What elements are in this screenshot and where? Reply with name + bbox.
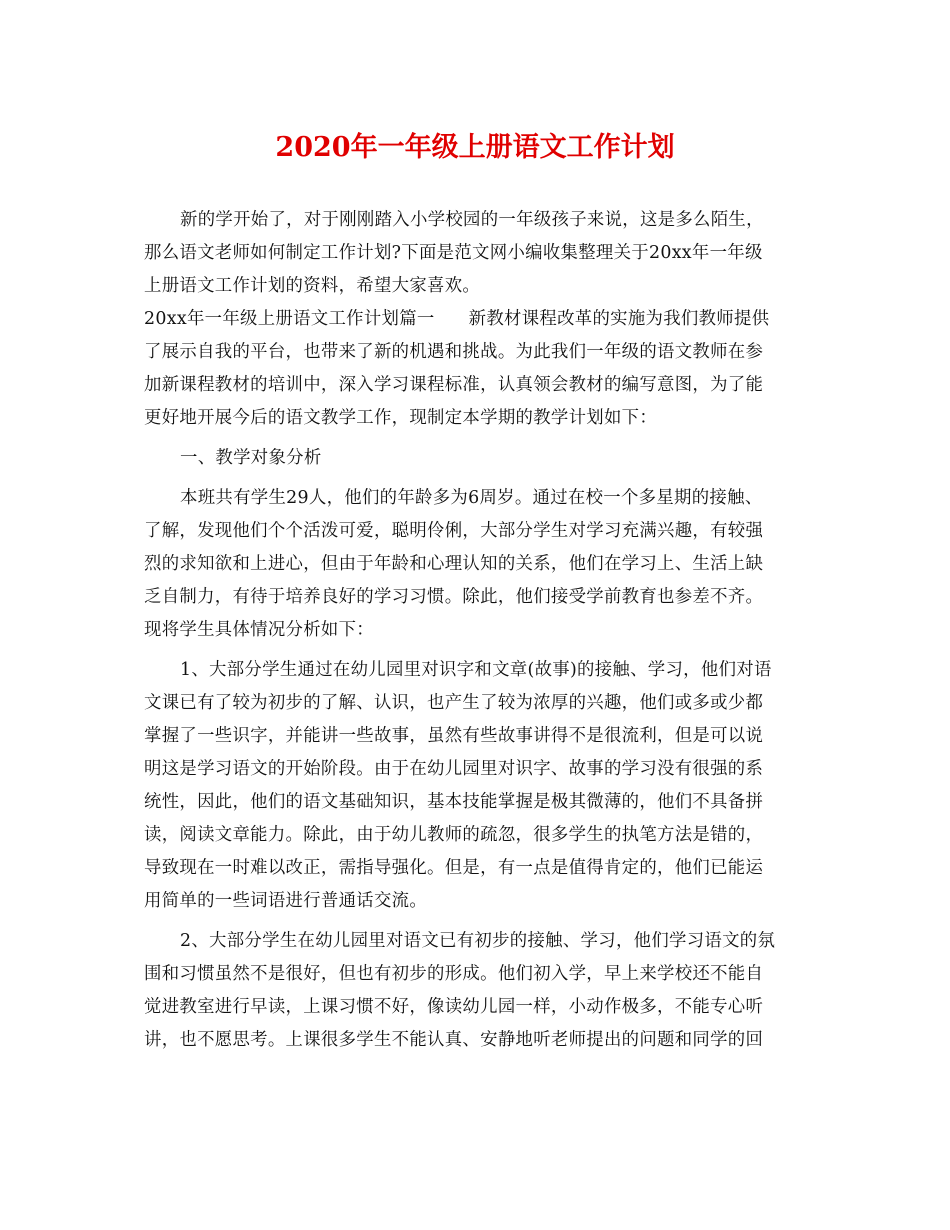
- text-line: [144, 303, 814, 336]
- text-line: 本班共有学生29人，他们的年龄多为6周岁。通过在校一个多星期的接触、: [180, 488, 763, 508]
- text-segment: 新教材课程改革的实施为我们教师提供: [468, 309, 770, 329]
- text-line: 上册语文工作计划的资料，希望大家喜欢。: [144, 276, 481, 296]
- text-line: 导致现在一时难以改正，需指导强化。但是，有一点是值得肯定的，他们已能运: [144, 858, 764, 878]
- text-line: 用简单的一些词语进行普通话交流。: [144, 891, 428, 911]
- text-line: 加新课程教材的培训中，深入学习课程标准，认真领会教材的编写意图，为了能: [144, 375, 764, 395]
- subheading: 一、教学对象分析: [180, 448, 322, 468]
- text-line: 更好地开展今后的语文教学工作，现制定本学期的教学计划如下：: [144, 408, 658, 428]
- text-line: 掌握了一些识字，并能讲一些故事，虽然有些故事讲得不是很流利，但是可以说: [144, 726, 764, 746]
- text-line: 明这是学习语文的开始阶段。由于在幼儿园里对识字、故事的学习没有很强的系: [144, 759, 764, 779]
- text-line: 读，阅读文章能力。除此，由于幼儿教师的疏忽，很多学生的执笔方法是错的，: [144, 825, 764, 845]
- section-heading: 20xx年一年级上册语文工作计划篇一: [144, 309, 435, 329]
- text-line: 1、大部分学生通过在幼儿园里对识字和文章(故事)的接触、学习，他们对语: [180, 660, 772, 680]
- text-line: 了展示自我的平台，也带来了新的机遇和挑战。为此我们一年级的语文教师在参: [144, 342, 764, 362]
- text-line: 讲，也不愿思考。上课很多学生不能认真、安静地听老师提出的问题和同学的回: [144, 1030, 764, 1050]
- text-line: 文课已有了较为初步的了解、认识，也产生了较为浓厚的兴趣，他们或多或少都: [144, 693, 764, 713]
- text-line: 乏自制力，有待于培养良好的学习习惯。除此，他们接受学前教育也参差不齐。: [144, 587, 764, 607]
- text-line: 2、大部分学生在幼儿园里对语文已有初步的接触、学习，他们学习语文的氛: [180, 931, 776, 951]
- text-line: 烈的求知欲和上进心，但由于年龄和心理认知的关系，他们在学习上、生活上缺: [144, 554, 764, 574]
- text-line: 了解，发现他们个个活泼可爱，聪明伶俐，大部分学生对学习充满兴趣，有较强: [144, 521, 764, 541]
- text-line: 统性，因此，他们的语文基础知识，基本技能掌握是极其微薄的，他们不具备拼: [144, 792, 764, 812]
- document-title: 2020年一年级上册语文工作计划: [275, 132, 675, 163]
- text-line: 觉进教室进行早读，上课习惯不好，像读幼儿园一样，小动作极多，不能专心听: [144, 997, 764, 1017]
- document-body: [144, 204, 814, 1057]
- text-line: 现将学生具体情况分析如下：: [144, 620, 374, 640]
- text-line: 新的学开始了，对于刚刚踏入小学校园的一年级孩子来说，这是多么陌生，: [180, 210, 764, 230]
- text-line: 围和习惯虽然不是很好，但也有初步的形成。他们初入学，早上来学校还不能自: [144, 964, 764, 984]
- text-line: 那么语文老师如何制定工作计划?下面是范文网小编收集整理关于20xx年一年级: [144, 243, 763, 263]
